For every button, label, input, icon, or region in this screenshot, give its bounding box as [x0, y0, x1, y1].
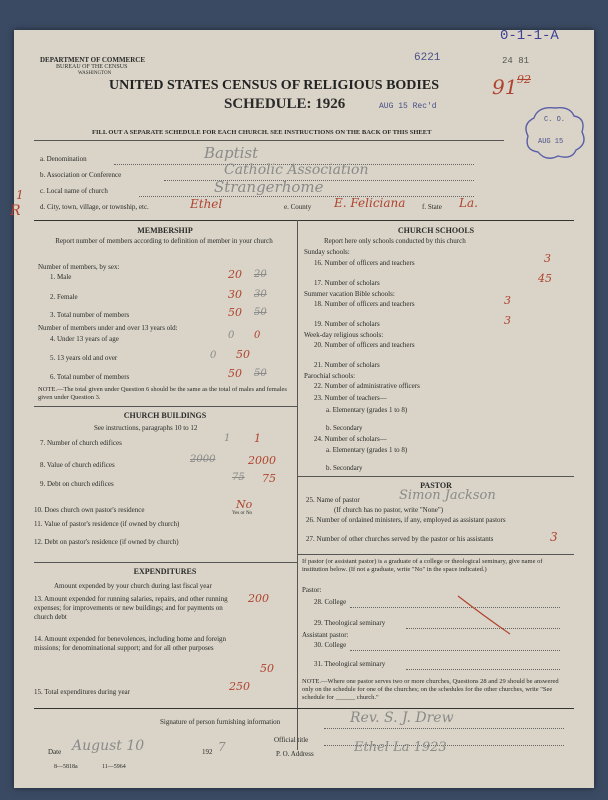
field-denomination-label: a. Denomination [40, 155, 87, 163]
q19-value: 3 [504, 314, 511, 327]
college-note: If pastor (or assistant pastor) is a graduate of a college or theological seminary, give name of institution below. (If not a graduate, write "No" in the space indicated.) [302, 558, 543, 573]
q18-label: 18. Number of officers and teachers [314, 300, 415, 308]
q16-label: 16. Number of officers and teachers [314, 259, 415, 267]
female-label: 2. Female [50, 293, 78, 301]
grid-top-rule [34, 220, 574, 221]
edifices-label: 7. Number of church edifices [40, 439, 122, 447]
q20-label: 20. Number of officers and teachers [314, 341, 415, 349]
female-value: 30 [228, 288, 242, 301]
q16-value: 3 [544, 252, 551, 265]
q10-label: 10. Does church own pastor's residence [34, 506, 145, 514]
field-association-value: Catholic Association [224, 162, 369, 178]
sunday-head: Sunday schools: [304, 248, 350, 256]
over-13-struck: 0 [210, 350, 217, 361]
q30-label: 30. College [314, 641, 347, 649]
membership-title: MEMBERSHIP [137, 226, 193, 235]
edifice-debt-struck: 75 [232, 472, 245, 483]
members-by-sex: Number of members, by sex: [38, 263, 120, 271]
county-label: e. County [284, 203, 312, 211]
membership-note: NOTE.—The total given under Question 6 should be the same as the total of males and females given under Question 3. [38, 386, 287, 401]
date-label: Date [48, 748, 62, 756]
po-address-value: Ethel La 1923 [354, 740, 447, 755]
expenditures-subtitle: Amount expended by your church during last fiscal year [54, 582, 212, 590]
q15-value: 250 [229, 680, 250, 693]
total-members-age-struck: 50 [254, 368, 267, 379]
q13-label: 13. Amount expended for running salaries, repairs, and other running expenses; for improvements or new buildings; and for payments on church debt [34, 595, 228, 621]
round-stamp-month: AUG 15 [538, 138, 564, 146]
buildings-title: CHURCH BUILDINGS [123, 411, 207, 420]
edifice-debt-value: 75 [262, 472, 276, 485]
schools-subtitle: Report here only schools conducted by this church [324, 237, 466, 245]
q12-label: 12. Debt on pastor's residence (if owned by church) [34, 538, 179, 546]
pastor-title: PASTOR [420, 481, 452, 490]
q22-label: 22. Number of administrative officers [314, 382, 420, 390]
year-prefix: 192 [202, 748, 213, 756]
edifice-value-label: 8. Value of church edifices [40, 461, 115, 469]
received-stamp: AUG 15 Rec'd [379, 102, 437, 111]
pastor-note: NOTE.—Where one pastor serves two or more churches, Questions 28 and 29 should be answered only on the schedule for one of the churches; on the schedules for the other churches, write "See schedule for ______ church." [302, 678, 559, 701]
weekday-head: Week-day religious schools: [304, 331, 384, 339]
edifices-struck: 1 [224, 433, 231, 444]
total-members-age-label: 6. Total number of members [50, 373, 130, 381]
q10-options: Yes or No [232, 511, 253, 516]
q23a-label: a. Elementary (grades 1 to 8) [326, 406, 408, 414]
q14-value: 50 [260, 662, 274, 675]
q24b-label: b. Secondary [326, 464, 363, 472]
male-struck: 20 [254, 269, 267, 280]
schedule-title: SCHEDULE: 1926 [224, 96, 346, 112]
male-value: 20 [228, 268, 242, 281]
dept-line3: WASHINGTON [78, 71, 112, 76]
form-title: UNITED STATES CENSUS OF RELIGIOUS BODIES [108, 78, 439, 93]
under-13-value: 0 [228, 330, 235, 341]
round-stamp-top: C. O. [544, 116, 566, 124]
field-city-value: Ethel [190, 197, 223, 211]
q31-line [406, 669, 560, 670]
q30-line [350, 650, 560, 651]
under-13-label: 4. Under 13 years of age [50, 335, 119, 343]
year-digit: 7 [218, 740, 226, 754]
q26-label: 26. Number of ordained ministers, if any, employed as assistant pastors [306, 516, 506, 524]
q15-label: 15. Total expenditures during year [34, 688, 130, 696]
state-value: La. [459, 196, 478, 210]
over-13-label: 5. 13 years old and over [50, 354, 118, 362]
q24-label: 24. Number of scholars— [314, 435, 387, 443]
margin-mark-one: 1 [16, 188, 24, 202]
corner-number: 91 [492, 75, 518, 99]
total-members-label: 3. Total number of members [50, 311, 130, 319]
q29-label: 29. Theological seminary [314, 619, 386, 627]
q28-label: 28. College [314, 598, 347, 606]
buildings-rule [34, 406, 297, 407]
po-address-label: P. O. Address [276, 750, 314, 758]
under-13-struck: 0 [254, 330, 261, 341]
q23b-label: b. Secondary [326, 424, 363, 432]
date-value: August 10 [72, 738, 145, 754]
top-stamp: 0-1-1-A [500, 28, 559, 44]
over-13-value: 50 [236, 348, 250, 361]
pencil-slash-mark [454, 590, 514, 640]
q14-label: 14. Amount expended for benevolences, including home and foreign missions; for denominational support; and for all other purposes [34, 635, 227, 652]
q23-label: 23. Number of teachers— [314, 394, 387, 402]
female-struck: 30 [254, 289, 267, 300]
q25-value: Simon Jackson [399, 488, 496, 503]
county-value: E. Feliciana [334, 196, 406, 210]
field-association-label: b. Association or Conference [40, 171, 122, 179]
q27-label: 27. Number of other churches served by the pastor or his assistants [306, 535, 494, 543]
summer-head: Summer vacation Bible schools: [304, 290, 395, 298]
q17-label: 17. Number of scholars [314, 279, 380, 287]
signature-line [324, 728, 564, 729]
dept-line1: DEPARTMENT OF COMMERCE [40, 56, 146, 64]
top-rule [34, 140, 504, 141]
edifice-debt-label: 9. Debt on church edifices [40, 480, 114, 488]
assistant-label: Assistant pastor: [302, 631, 349, 639]
q25-note: (If church has no pastor, write "None") [334, 506, 444, 514]
pastor-label: Pastor: [302, 586, 322, 594]
q21-label: 21. Number of scholars [314, 361, 380, 369]
form-number-2: 11—5964 [102, 764, 126, 770]
q13-value: 200 [248, 592, 269, 605]
dept-line2: BUREAU OF THE CENSUS [56, 64, 128, 70]
official-title-label: Official title [274, 736, 309, 744]
q11-label: 11. Value of pastor's residence (if owned by church) [34, 520, 180, 528]
census-form-sheet [10, 28, 594, 788]
expenditures-rule [34, 562, 297, 563]
signature-value: Rev. S. J. Drew [350, 710, 454, 726]
corner-struck: 92 [517, 73, 531, 86]
age-head: Number of members under and over 13 years old: [38, 324, 178, 332]
q19-label: 19. Number of scholars [314, 320, 380, 328]
q17-value: 45 [538, 272, 552, 285]
edifice-value: 2000 [248, 454, 276, 467]
serial-marks: 24 81 [502, 56, 530, 66]
q10-answer: No [236, 498, 253, 511]
q31-label: 31. Theological seminary [314, 660, 386, 668]
field-denomination-value: Baptist [204, 144, 259, 162]
q27-value: 3 [550, 530, 558, 544]
serial-number: 6221 [414, 52, 441, 64]
college-rule [297, 554, 574, 555]
schools-title: CHURCH SCHOOLS [397, 226, 475, 235]
q25-label: 25. Name of pastor [306, 496, 360, 504]
parochial-head: Parochial schools: [304, 372, 356, 380]
membership-intro: Report number of members according to definition of member in your church [55, 237, 273, 245]
q24a-label: a. Elementary (grades 1 to 8) [326, 446, 408, 454]
instruction-line: FILL OUT A SEPARATE SCHEDULE FOR EACH CHURCH. SEE INSTRUCTIONS ON THE BACK OF THIS SHEET [92, 129, 432, 136]
total-members-age-value: 50 [228, 367, 242, 380]
edifices-value: 1 [254, 432, 261, 445]
field-church-name-label: c. Local name of church [40, 187, 108, 195]
state-label: f. State [422, 203, 442, 211]
expenditures-title: EXPENDITURES [133, 567, 197, 576]
field-church-name-value: Strangerhome [214, 178, 324, 196]
total-members-value: 50 [228, 306, 242, 319]
pastor-rule [297, 476, 574, 477]
grid-bottom-rule [34, 708, 574, 709]
margin-mark-r: R [10, 203, 21, 219]
edifice-value-struck: 2000 [190, 454, 216, 465]
signature-label: Signature of person furnishing information [160, 718, 281, 726]
total-members-struck: 50 [254, 307, 267, 318]
field-city-label: d. City, town, village, or township, etc. [40, 203, 149, 211]
received-round-stamp [520, 104, 590, 162]
male-label: 1. Male [50, 273, 72, 281]
buildings-subtitle: See instructions, paragraphs 10 to 12 [94, 424, 198, 432]
q18-value: 3 [504, 294, 511, 307]
form-number: 8—5818a [54, 764, 78, 770]
